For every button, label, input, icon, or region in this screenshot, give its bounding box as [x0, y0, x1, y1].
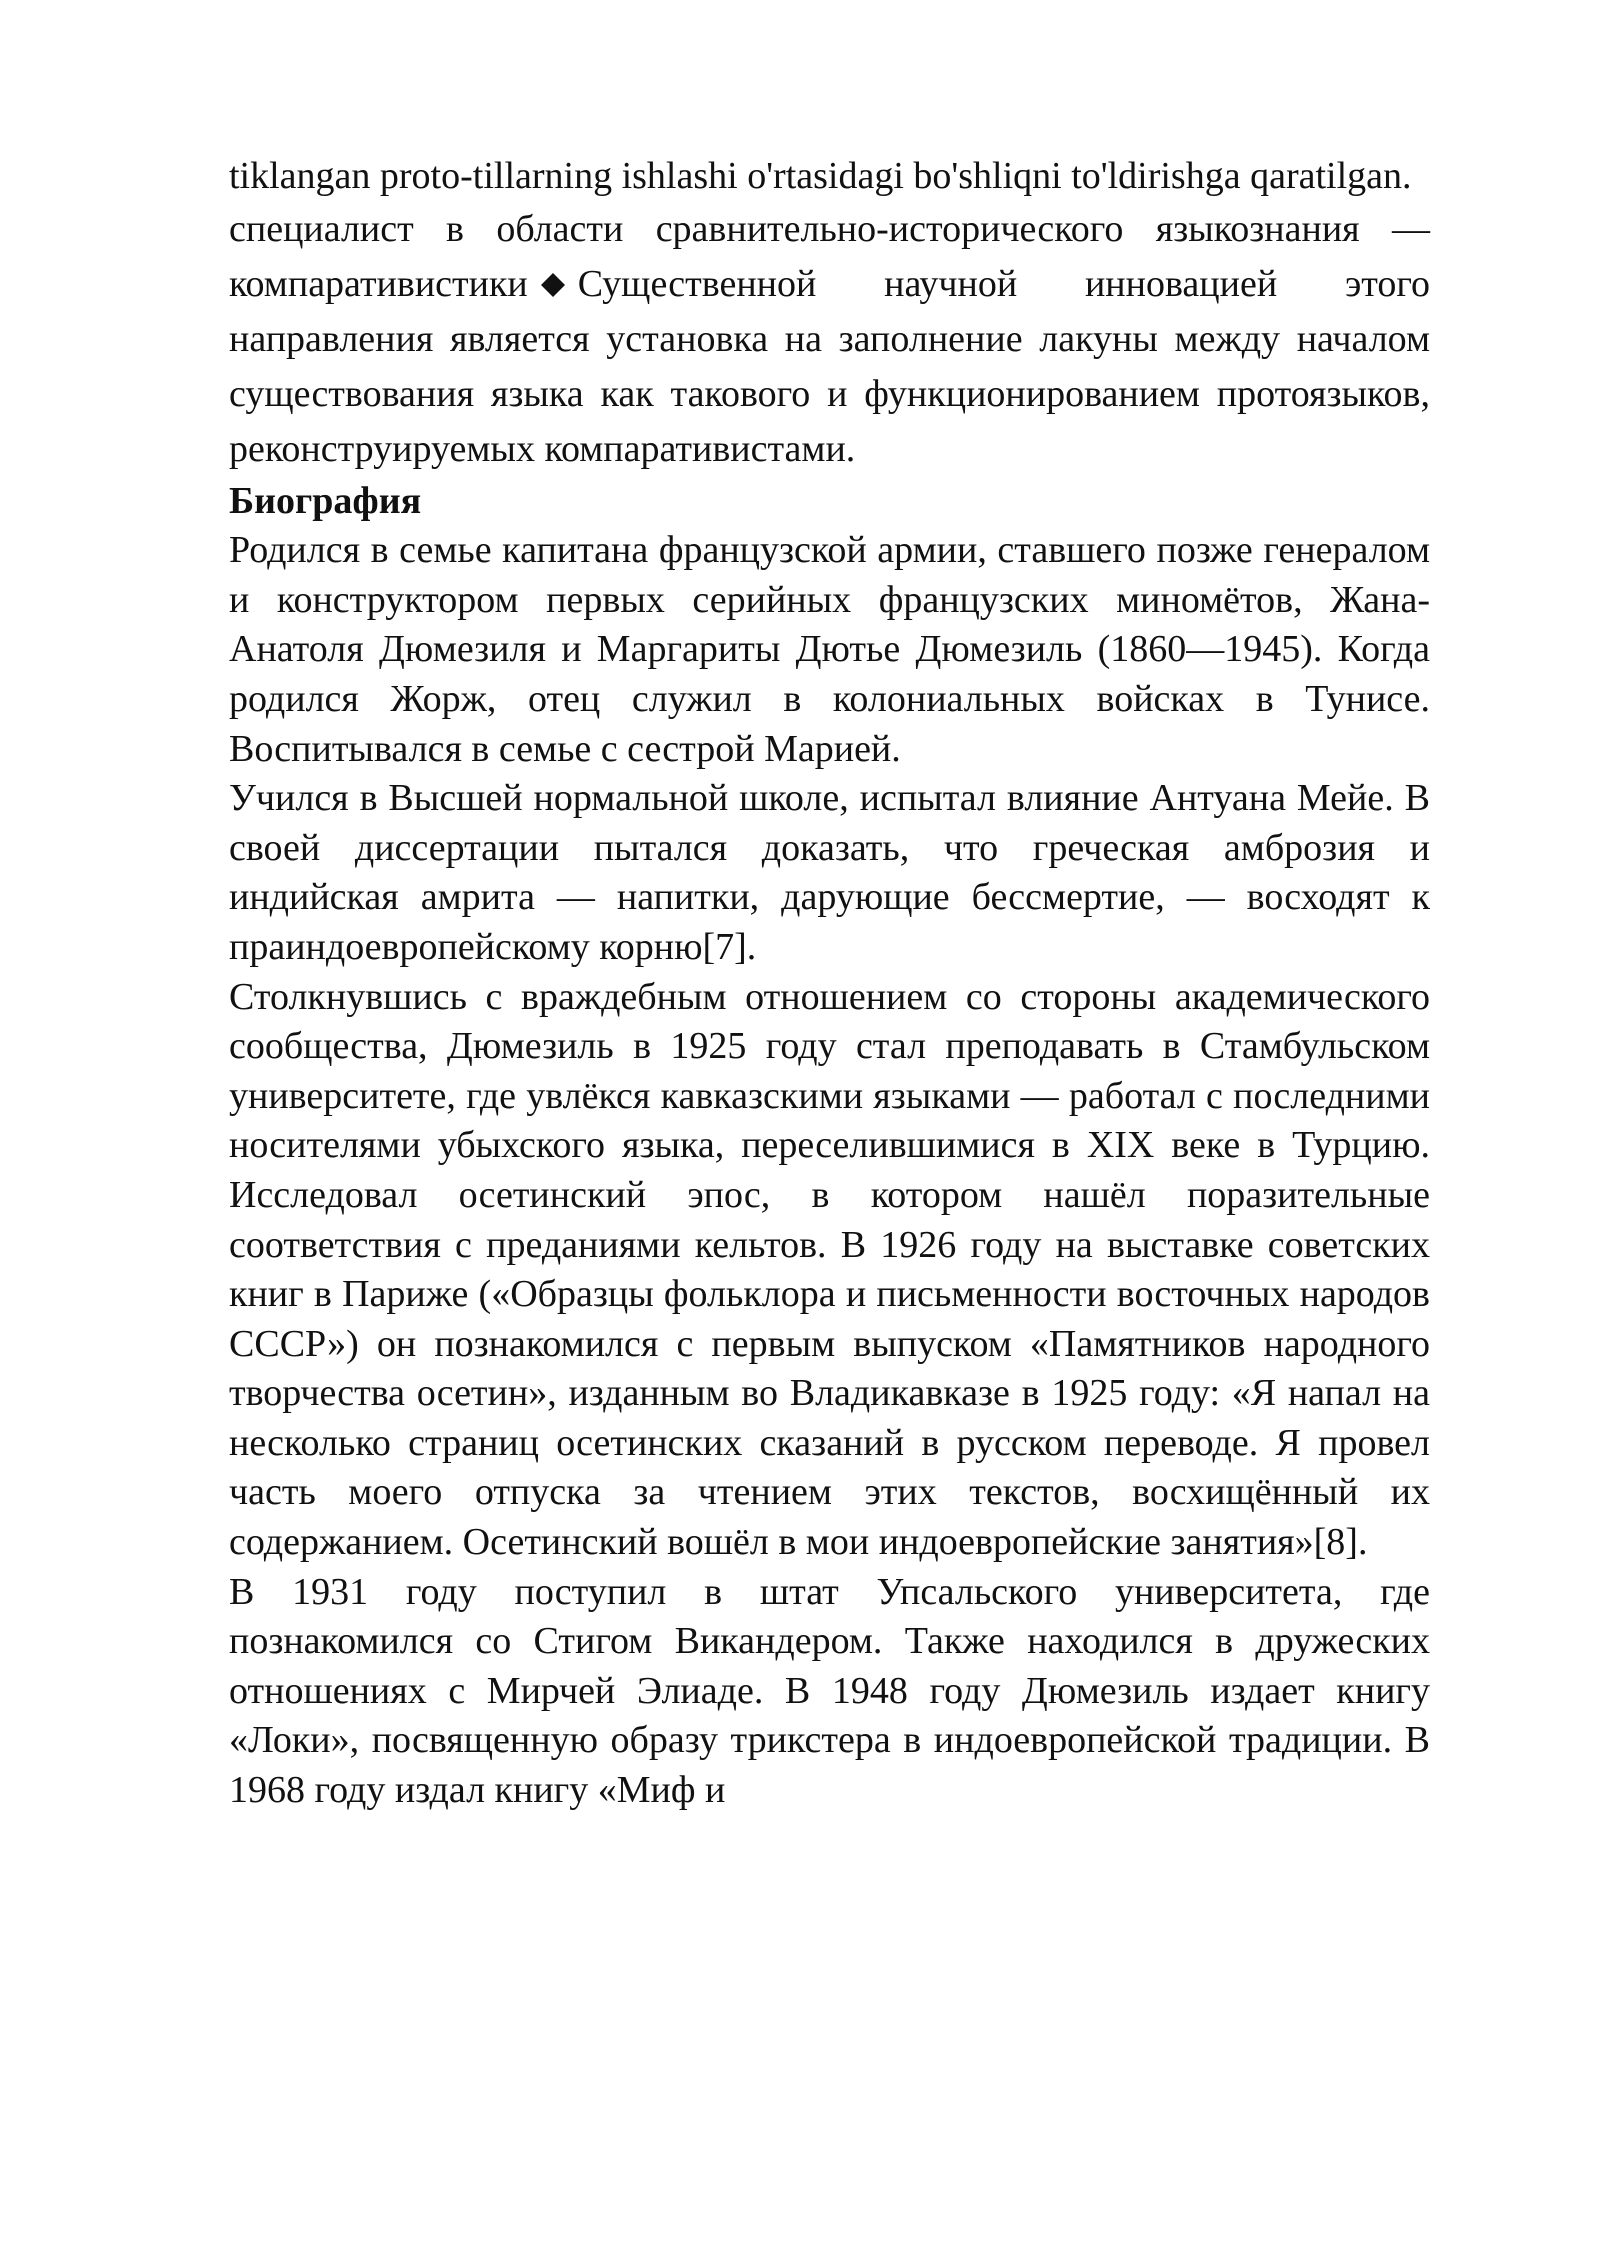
paragraph-biography-4: В 1931 году поступил в штат Упсальского университета, где познакомился со Стигом Викандером. Также находился в дружеских отношениях с Мирчей Элиаде. В 1948 году Дюмезиль издает книгу «Локи», посвященную образу трикстера в индоевропейской традиции. В 1968 году издал книгу «Миф и [229, 1570, 1430, 1812]
paragraph-intro-part-a: специалист в области сравнительно-исторического языкознания — компаративистики [229, 207, 1430, 305]
paragraph-intro [229, 202, 1430, 477]
paragraph-biography-2: Учился в Высшей нормальной школе, испытал влияние Антуана Мейе. В своей диссертации пытался доказать, что греческая амброзия и индийская амрита — напитки, дарующие бессмертие, — восходят к праиндоевропейскому корню[7]. [229, 777, 1430, 968]
paragraph-intro-part-b: Существенной научной инновацией этого направления является установка на заполнение лакуны между началом существования языка как такового и функционированием протоязыков, реконструируемых компаративистами. [229, 262, 1430, 470]
paragraph-biography-3: Столкнувшись с враждебным отношением со стороны академического сообщества, Дюмезиль в 1925 году стал преподавать в Стамбульском университете, где увлёкся кавказскими языками — работал с последними носителями убыхского языка, переселившимися в XIX веке в Турцию. Исследовал осетинский эпос, в котором нашёл поразительные соответствия с преданиями кельтов. В 1926 году на выставке советских книг в Париже («Образцы фольклора и письменности восточных народов СССР») он познакомился с первым выпуском «Памятников народного творчества осетин», изданным во Владикавказе в 1925 году: «Я напал на несколько страниц осетинских сказаний в русском переводе. Я провел часть моего отпуска за чтением этих текстов, восхищённый их содержанием. Осетинский вошёл в мои индоевропейские занятия»[8]. [229, 975, 1430, 1564]
document-page [229, 152, 1430, 1816]
section-heading-biography: Биография [229, 479, 422, 522]
paragraph-uzbek-tail: tiklangan proto-tillarning ishlashi o'rtasidagi bo'shliqni to'ldirishga qaratilgan. [229, 155, 1412, 197]
paragraph-biography-1: Родился в семье капитана французской армии, ставшего позже генералом и конструктором первых серийных французских миномётов, Жана-Анатоля Дюмезиля и Маргариты Дютье Дюмезиль (1860—1945). Когда родился Жорж, отец служил в колониальных войсках в Тунисе. Воспитывался в семье с сестрой Марией. [229, 529, 1430, 770]
diamond-icon [540, 272, 566, 298]
